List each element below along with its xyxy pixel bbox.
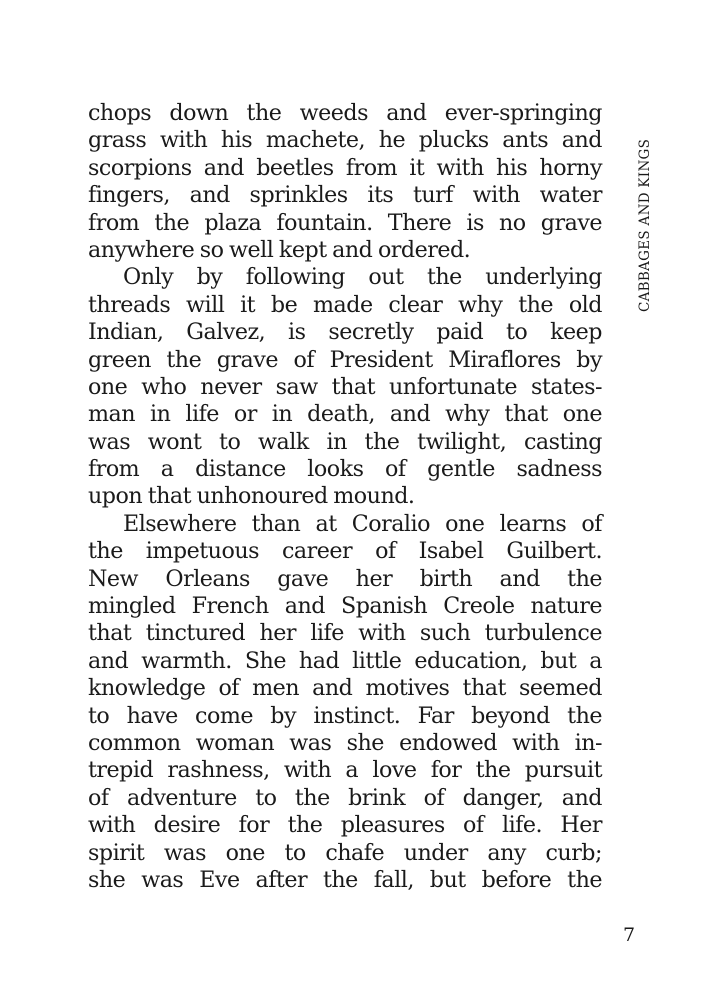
- text-line: threads will it be made clear why the old: [88, 291, 602, 318]
- text-line: grass with his machete, he plucks ants and: [88, 127, 602, 154]
- text-line: green the grave of President Miraflores by: [88, 346, 602, 373]
- text-line: to have come by instinct. Far beyond the: [88, 702, 602, 729]
- text-line: she was Eve after the fall, but before the: [88, 866, 602, 893]
- text-line: common woman was she endowed with in-: [88, 729, 602, 756]
- text-line: mingled French and Spanish Creole nature: [88, 593, 602, 620]
- paragraph-3: [88, 511, 602, 894]
- text-line: upon that unhonoured mound.: [88, 483, 415, 510]
- text-line: fingers, and sprinkles its turf with water: [88, 182, 602, 209]
- page-body-text: [88, 100, 602, 894]
- text-line: man in life or in death, and why that one: [88, 401, 602, 428]
- text-line: Elsewhere than at Coralio one learns of: [123, 510, 602, 537]
- text-line: trepid rashness, with a love for the pursuit: [88, 757, 602, 784]
- text-line: one who never saw that unfortunate states-: [88, 373, 602, 400]
- page-number: 7: [623, 924, 636, 946]
- running-head: CABBAGES AND KINGS: [637, 138, 653, 312]
- text-line: of adventure to the brink of danger, and: [88, 784, 602, 811]
- paragraph-1: [88, 100, 602, 264]
- paragraph-2: [88, 264, 602, 511]
- text-line: anywhere so well kept and ordered.: [88, 236, 471, 263]
- text-line: from the plaza fountain. There is no grave: [88, 209, 602, 236]
- text-line: spirit was one to chafe under any curb;: [88, 839, 602, 866]
- text-line: the impetuous career of Isabel Guilbert.: [88, 538, 602, 565]
- text-line: was wont to walk in the twilight, casting: [88, 428, 602, 455]
- text-line: scorpions and beetles from it with his horny: [88, 154, 602, 181]
- text-line: chops down the weeds and ever-springing: [88, 100, 602, 126]
- text-line: with desire for the pleasures of life. Her: [88, 812, 602, 839]
- text-line: knowledge of men and motives that seemed: [88, 675, 602, 702]
- text-line: New Orleans gave her birth and the: [88, 565, 602, 592]
- text-line: that tinctured her life with such turbulence: [88, 620, 602, 647]
- text-line: Indian, Galvez, is secretly paid to keep: [88, 319, 602, 346]
- text-line: from a distance looks of gentle sadness: [88, 456, 602, 483]
- text-line: and warmth. She had little education, but a: [88, 647, 602, 674]
- text-line: Only by following out the underlying: [123, 264, 602, 291]
